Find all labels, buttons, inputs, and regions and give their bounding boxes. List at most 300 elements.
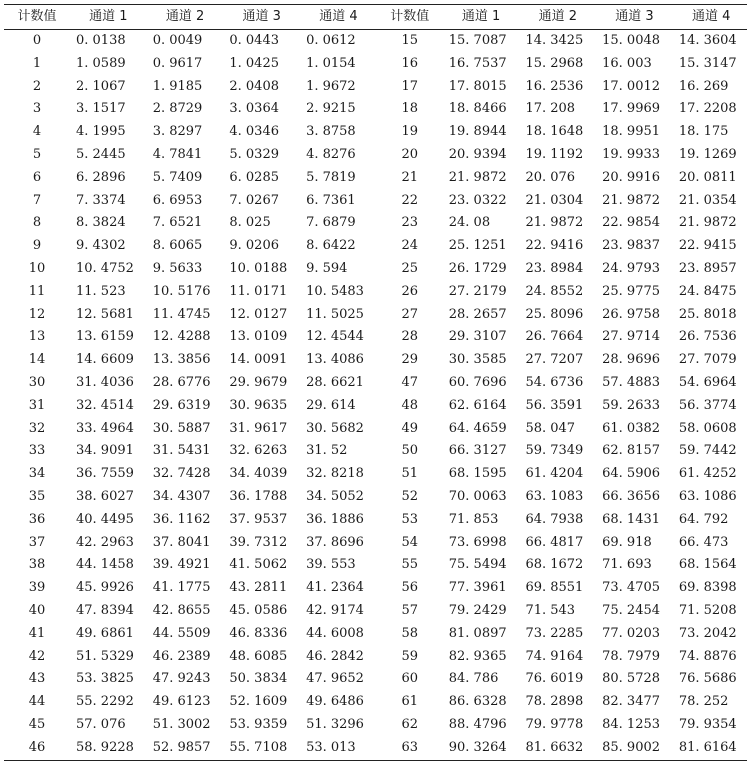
channel-value-cell: 12. 0127 [229, 306, 288, 322]
channel-value-cell: 39. 7312 [229, 534, 288, 550]
channel-value-cell: 37. 8696 [306, 534, 364, 550]
count-cell: 41 [28, 625, 46, 641]
channel-value-cell: 21. 0354 [678, 192, 737, 208]
count-cell: 13 [28, 329, 46, 345]
count-cell: 44 [28, 694, 46, 710]
count-cell: 0 [32, 33, 42, 48]
count-cell: 25 [401, 260, 419, 276]
count-cell: 10 [28, 260, 46, 276]
table-row [4, 235, 747, 258]
channel-value-cell: 66. 3127 [448, 443, 507, 459]
channel-value-cell: 70. 0063 [448, 488, 507, 504]
channel-value-cell: 54. 6964 [678, 374, 737, 390]
channel-value-cell: 85. 9002 [602, 739, 661, 755]
channel-value-cell: 77. 3961 [448, 580, 507, 596]
channel-value-cell: 88. 4796 [448, 716, 507, 732]
channel-value-cell: 22. 9415 [678, 238, 737, 254]
table-row [4, 76, 747, 99]
channel-value-cell: 55. 7108 [229, 739, 288, 755]
channel-value-cell: 39. 4921 [152, 557, 211, 573]
table-row [4, 372, 747, 395]
channel-value-cell: 75. 2454 [602, 602, 661, 618]
channel-value-cell: 78. 252 [678, 694, 729, 710]
channel-value-cell: 5. 2445 [76, 146, 126, 162]
channel-value-cell: 31. 52 [306, 443, 348, 459]
table-row [4, 121, 747, 144]
channel-value-cell: 12. 4288 [152, 329, 211, 345]
channel-value-cell: 12. 5681 [76, 306, 134, 322]
channel-value-cell: 81. 0897 [448, 625, 507, 641]
count-cell: 58 [401, 625, 419, 641]
channel-value-cell: 73. 2285 [525, 625, 584, 641]
table-row [4, 668, 747, 691]
channel-value-cell: 68. 1564 [678, 557, 737, 573]
channel-value-cell: 10. 4752 [76, 260, 134, 276]
channel-value-cell: 32. 7428 [152, 466, 211, 482]
channel-value-cell: 69. 918 [602, 534, 652, 550]
channel-value-cell: 16. 7537 [448, 55, 507, 71]
count-cell: 46 [28, 739, 46, 755]
channel-value-cell: 20. 9916 [602, 169, 661, 185]
channel-value-cell: 24. 8552 [525, 283, 584, 299]
count-cell: 31 [28, 397, 46, 413]
count-cell: 20 [401, 146, 419, 162]
channel-value-cell: 84. 786 [448, 671, 499, 687]
table-row [4, 304, 747, 327]
channel-value-cell: 18. 1648 [525, 124, 584, 140]
count-cell: 16 [401, 55, 419, 71]
channel-value-cell: 1. 9185 [152, 78, 203, 94]
channel-value-cell: 12. 4544 [306, 329, 364, 345]
channel-value-cell: 0. 0612 [306, 33, 356, 48]
channel-value-cell: 27. 7207 [525, 352, 584, 368]
channel-value-cell: 52. 9857 [152, 739, 211, 755]
channel-value-cell: 21. 9872 [448, 169, 507, 185]
channel-value-cell: 81. 6632 [525, 739, 584, 755]
channel-value-cell: 73. 6998 [448, 534, 507, 550]
channel-value-cell: 7. 6879 [306, 215, 356, 231]
channel-value-cell: 16. 2536 [525, 78, 584, 94]
count-cell: 28 [401, 329, 419, 345]
count-cell: 52 [401, 488, 419, 504]
channel-value-cell: 80. 5728 [602, 671, 661, 687]
channel-value-cell: 0. 9617 [152, 55, 203, 71]
channel-value-cell: 42. 9174 [306, 602, 364, 618]
channel-value-cell: 63. 1086 [678, 488, 737, 504]
channel-value-cell: 16. 003 [602, 55, 652, 71]
channel-value-cell: 0. 0049 [152, 33, 203, 48]
channel-value-cell: 53. 9359 [229, 716, 288, 732]
channel-value-cell: 14. 6609 [76, 352, 134, 368]
channel-value-cell: 15. 3147 [678, 55, 737, 71]
count-cell: 12 [28, 306, 46, 322]
count-cell: 24 [401, 238, 419, 254]
channel-value-cell: 26. 7664 [525, 329, 584, 345]
channel-value-cell: 64. 5906 [602, 466, 661, 482]
channel-value-cell: 23. 8957 [678, 260, 737, 276]
count-cell: 63 [401, 739, 419, 755]
channel-value-cell: 42. 8655 [152, 602, 211, 618]
count-cell: 59 [401, 648, 419, 664]
channel-value-cell: 8. 3824 [76, 215, 126, 231]
channel-value-cell: 63. 1083 [525, 488, 584, 504]
channel-value-cell: 50. 3834 [229, 671, 288, 687]
channel-value-cell: 52. 1609 [229, 694, 288, 710]
channel-value-cell: 28. 2657 [448, 306, 507, 322]
count-cell: 34 [28, 466, 46, 482]
channel-value-cell: 71. 693 [602, 557, 652, 573]
count-cell: 7 [32, 192, 42, 208]
channel-value-cell: 8. 025 [229, 215, 271, 231]
count-cell: 3 [32, 101, 42, 117]
count-cell: 19 [401, 124, 419, 140]
channel-value-cell: 31. 9617 [229, 420, 288, 436]
header-channel: 通道 3 [242, 9, 281, 24]
table-row [4, 326, 747, 349]
count-cell: 36 [28, 511, 46, 527]
channel-value-cell: 41. 1775 [152, 580, 211, 596]
table-row [4, 281, 747, 304]
table-row [4, 212, 747, 235]
count-cell: 2 [32, 78, 42, 94]
channel-value-cell: 41. 2364 [306, 580, 364, 596]
table-row [4, 691, 747, 714]
header-count: 计数值 [17, 9, 57, 24]
channel-value-cell: 5. 7409 [152, 169, 203, 185]
channel-value-cell: 36. 1886 [306, 511, 364, 527]
channel-value-cell: 68. 1431 [602, 511, 661, 527]
table-row [4, 554, 747, 577]
header-channel: 通道 1 [461, 9, 501, 24]
channel-value-cell: 27. 2179 [448, 283, 507, 299]
count-cell: 43 [28, 671, 46, 687]
count-cell: 47 [401, 374, 419, 390]
channel-value-cell: 25. 8096 [525, 306, 584, 322]
channel-value-cell: 66. 473 [678, 534, 729, 550]
table-row [4, 190, 747, 213]
channel-value-cell: 29. 3107 [448, 329, 507, 345]
channel-value-cell: 86. 6328 [448, 694, 507, 710]
channel-value-cell: 59. 2633 [602, 397, 661, 413]
channel-value-cell: 42. 2963 [76, 534, 134, 550]
channel-value-cell: 60. 7696 [448, 374, 507, 390]
channel-value-cell: 11. 523 [76, 283, 126, 299]
channel-value-cell: 79. 9354 [678, 716, 737, 732]
channel-value-cell: 76. 5686 [678, 671, 737, 687]
channel-value-cell: 64. 7938 [525, 511, 584, 527]
channel-value-cell: 22. 9854 [602, 215, 661, 231]
channel-value-cell: 20. 0811 [678, 169, 737, 185]
count-cell: 14 [28, 352, 46, 368]
channel-value-cell: 14. 0091 [229, 352, 288, 368]
channel-value-cell: 78. 7979 [602, 648, 661, 664]
channel-value-cell: 32. 8218 [306, 466, 364, 482]
table-row [4, 714, 747, 737]
channel-value-cell: 36. 1788 [229, 488, 288, 504]
channel-value-cell: 30. 5887 [152, 420, 211, 436]
channel-value-cell: 28. 9696 [602, 352, 661, 368]
channel-value-cell: 18. 175 [678, 124, 729, 140]
channel-value-cell: 46. 2842 [306, 648, 364, 664]
channel-value-cell: 39. 553 [306, 557, 356, 573]
table-row [4, 418, 747, 441]
table-body [4, 30, 747, 761]
channel-value-cell: 37. 9537 [229, 511, 288, 527]
channel-value-cell: 36. 7559 [76, 466, 134, 482]
count-cell: 4 [32, 124, 42, 140]
count-cell: 32 [28, 420, 46, 436]
channel-value-cell: 27. 7079 [678, 352, 737, 368]
table-row [4, 167, 747, 190]
count-cell: 45 [28, 716, 46, 732]
channel-value-cell: 22. 9416 [525, 238, 584, 254]
channel-value-cell: 38. 6027 [76, 488, 134, 504]
channel-value-cell: 1. 9672 [306, 78, 356, 94]
channel-value-cell: 11. 4745 [152, 306, 211, 322]
channel-value-cell: 17. 2208 [678, 101, 737, 117]
channel-value-cell: 56. 3774 [678, 397, 737, 413]
channel-value-cell: 17. 9969 [602, 101, 661, 117]
count-cell: 56 [401, 580, 419, 596]
channel-value-cell: 26. 9758 [602, 306, 661, 322]
channel-value-cell: 79. 9778 [525, 716, 584, 732]
channel-value-cell: 82. 9365 [448, 648, 507, 664]
count-cell: 18 [401, 101, 419, 117]
channel-value-cell: 49. 6861 [76, 625, 134, 641]
channel-value-cell: 49. 6486 [306, 694, 364, 710]
channel-value-cell: 1. 0154 [306, 55, 356, 71]
channel-value-cell: 31. 4036 [76, 374, 134, 390]
channel-value-cell: 17. 0012 [602, 78, 661, 94]
channel-value-cell: 37. 8041 [152, 534, 211, 550]
channel-value-cell: 7. 3374 [76, 192, 126, 208]
channel-value-cell: 36. 1162 [152, 511, 211, 527]
channel-value-cell: 58. 9228 [76, 739, 134, 755]
channel-value-cell: 9. 5633 [152, 260, 203, 276]
channel-value-cell: 21. 9872 [525, 215, 584, 231]
channel-value-cell: 53. 3825 [76, 671, 134, 687]
channel-value-cell: 44. 5509 [152, 625, 211, 641]
table-row [4, 258, 747, 281]
channel-value-cell: 10. 5483 [306, 283, 364, 299]
channel-value-cell: 47. 8394 [76, 602, 134, 618]
channel-value-cell: 61. 4204 [525, 466, 584, 482]
channel-value-cell: 6. 0285 [229, 169, 279, 185]
header-channel: 通道 2 [165, 9, 205, 24]
channel-value-cell: 30. 5682 [306, 420, 364, 436]
channel-value-cell: 69. 8551 [525, 580, 584, 596]
channel-value-cell: 1. 0425 [229, 55, 279, 71]
table-row [4, 349, 747, 372]
channel-value-cell: 8. 6065 [152, 238, 203, 254]
channel-value-cell: 29. 614 [306, 397, 356, 413]
channel-value-cell: 24. 8475 [678, 283, 737, 299]
channel-value-cell: 34. 5052 [306, 488, 364, 504]
channel-value-cell: 25. 8018 [678, 306, 737, 322]
channel-value-cell: 3. 1517 [76, 101, 126, 117]
channel-value-cell: 61. 4252 [678, 466, 737, 482]
channel-value-cell: 2. 9215 [306, 101, 356, 117]
channel-value-cell: 44. 6008 [306, 625, 364, 641]
channel-value-cell: 5. 7819 [306, 169, 356, 185]
channel-value-cell: 13. 0109 [229, 329, 288, 345]
channel-value-cell: 75. 5494 [448, 557, 507, 573]
channel-value-cell: 32. 6263 [229, 443, 288, 459]
count-cell: 22 [401, 192, 419, 208]
channel-value-cell: 49. 6123 [152, 694, 211, 710]
count-cell: 53 [401, 511, 419, 527]
count-cell: 29 [401, 352, 419, 368]
count-cell: 40 [28, 602, 46, 618]
channel-value-cell: 69. 8398 [678, 580, 737, 596]
channel-value-cell: 4. 8276 [306, 146, 356, 162]
channel-value-cell: 21. 9872 [678, 215, 737, 231]
channel-value-cell: 18. 9951 [602, 124, 661, 140]
channel-value-cell: 71. 5208 [678, 602, 737, 618]
channel-value-cell: 4. 7841 [152, 146, 203, 162]
channel-value-cell: 10. 0188 [229, 260, 288, 276]
channel-value-cell: 33. 4964 [76, 420, 134, 436]
count-cell: 48 [401, 397, 419, 413]
channel-value-cell: 2. 8729 [152, 101, 203, 117]
channel-value-cell: 77. 0203 [602, 625, 661, 641]
channel-value-cell: 64. 4659 [448, 420, 507, 436]
channel-value-cell: 56. 3591 [525, 397, 584, 413]
channel-value-cell: 25. 9775 [602, 283, 661, 299]
count-cell: 21 [401, 169, 419, 185]
count-cell: 1 [32, 55, 42, 71]
channel-value-cell: 62. 6164 [448, 397, 507, 413]
header-channel: 通道 3 [615, 9, 654, 24]
channel-value-cell: 32. 4514 [76, 397, 134, 413]
channel-value-cell: 59. 7349 [525, 443, 584, 459]
channel-value-cell: 68. 1672 [525, 557, 584, 573]
channel-value-cell: 23. 9837 [602, 238, 661, 254]
channel-value-cell: 7. 0267 [229, 192, 279, 208]
channel-value-cell: 9. 594 [306, 260, 348, 276]
table-row [4, 53, 747, 76]
channel-value-cell: 79. 2429 [448, 602, 507, 618]
channel-value-cell: 55. 2292 [76, 694, 134, 710]
channel-value-cell: 27. 9714 [602, 329, 661, 345]
channel-value-cell: 45. 9926 [76, 580, 134, 596]
channel-value-cell: 62. 8157 [602, 443, 661, 459]
calibration-table [4, 4, 747, 761]
count-cell: 33 [28, 443, 46, 459]
channel-value-cell: 20. 076 [525, 169, 576, 185]
channel-value-cell: 20. 9394 [448, 146, 507, 162]
count-cell: 5 [32, 146, 42, 162]
channel-value-cell: 40. 4495 [76, 511, 134, 527]
header-channel: 通道 4 [691, 9, 731, 24]
channel-value-cell: 26. 1729 [448, 260, 507, 276]
channel-value-cell: 18. 8466 [448, 101, 507, 117]
channel-value-cell: 34. 4039 [229, 466, 288, 482]
table-row [4, 577, 747, 600]
channel-value-cell: 41. 5062 [229, 557, 288, 573]
channel-value-cell: 73. 4705 [602, 580, 661, 596]
channel-value-cell: 46. 8336 [229, 625, 288, 641]
channel-value-cell: 13. 6159 [76, 329, 134, 345]
header-channel: 通道 1 [89, 9, 128, 24]
count-cell: 50 [401, 443, 419, 459]
channel-value-cell: 7. 6521 [152, 215, 203, 231]
channel-value-cell: 51. 3002 [152, 716, 211, 732]
count-cell: 8 [32, 215, 42, 231]
channel-value-cell: 51. 5329 [76, 648, 134, 664]
channel-value-cell: 74. 8876 [678, 648, 737, 664]
channel-value-cell: 64. 792 [678, 511, 729, 527]
count-cell: 9 [32, 238, 42, 254]
channel-value-cell: 19. 1192 [525, 146, 584, 162]
channel-value-cell: 29. 9679 [229, 374, 288, 390]
channel-value-cell: 13. 4086 [306, 352, 364, 368]
channel-value-cell: 21. 9872 [602, 192, 661, 208]
channel-value-cell: 25. 1251 [448, 238, 507, 254]
channel-value-cell: 16. 269 [678, 78, 729, 94]
count-cell: 15 [401, 33, 419, 48]
channel-value-cell: 4. 0346 [229, 124, 279, 140]
channel-value-cell: 30. 9635 [229, 397, 288, 413]
channel-value-cell: 4. 1995 [76, 124, 126, 140]
channel-value-cell: 9. 0206 [229, 238, 279, 254]
channel-value-cell: 2. 1067 [76, 78, 126, 94]
channel-value-cell: 19. 8944 [448, 124, 507, 140]
channel-value-cell: 54. 6736 [525, 374, 584, 390]
count-cell: 35 [28, 488, 46, 504]
count-cell: 62 [401, 716, 419, 732]
channel-value-cell: 34. 9091 [76, 443, 134, 459]
channel-value-cell: 73. 2042 [678, 625, 737, 641]
channel-value-cell: 3. 8297 [152, 124, 203, 140]
channel-value-cell: 82. 3477 [602, 694, 661, 710]
table-row [4, 623, 747, 646]
channel-value-cell: 19. 1269 [678, 146, 737, 162]
channel-value-cell: 46. 2389 [152, 648, 211, 664]
channel-value-cell: 13. 3856 [152, 352, 211, 368]
channel-value-cell: 47. 9652 [306, 671, 364, 687]
channel-value-cell: 28. 6621 [306, 374, 364, 390]
channel-value-cell: 31. 5431 [152, 443, 211, 459]
channel-value-cell: 26. 7536 [678, 329, 737, 345]
count-cell: 60 [401, 671, 419, 687]
table-row [4, 30, 747, 53]
table-row [4, 144, 747, 167]
table-row [4, 646, 747, 669]
channel-value-cell: 17. 8015 [448, 78, 507, 94]
channel-value-cell: 61. 0382 [602, 420, 661, 436]
table-row [4, 395, 747, 418]
channel-value-cell: 84. 1253 [602, 716, 661, 732]
count-cell: 38 [28, 557, 46, 573]
channel-value-cell: 28. 6776 [152, 374, 211, 390]
channel-value-cell: 3. 0364 [229, 101, 279, 117]
channel-value-cell: 6. 7361 [306, 192, 356, 208]
channel-value-cell: 68. 1595 [448, 466, 507, 482]
channel-value-cell: 51. 3296 [306, 716, 364, 732]
count-cell: 11 [28, 283, 46, 299]
channel-value-cell: 9. 4302 [76, 238, 126, 254]
channel-value-cell: 24. 9793 [602, 260, 661, 276]
channel-value-cell: 6. 6953 [152, 192, 203, 208]
channel-value-cell: 5. 0329 [229, 146, 279, 162]
channel-value-cell: 2. 0408 [229, 78, 279, 94]
channel-value-cell: 14. 3425 [525, 33, 584, 48]
count-cell: 61 [401, 694, 419, 710]
channel-value-cell: 71. 543 [525, 602, 576, 618]
channel-value-cell: 78. 2898 [525, 694, 584, 710]
channel-value-cell: 11. 0171 [229, 283, 288, 299]
